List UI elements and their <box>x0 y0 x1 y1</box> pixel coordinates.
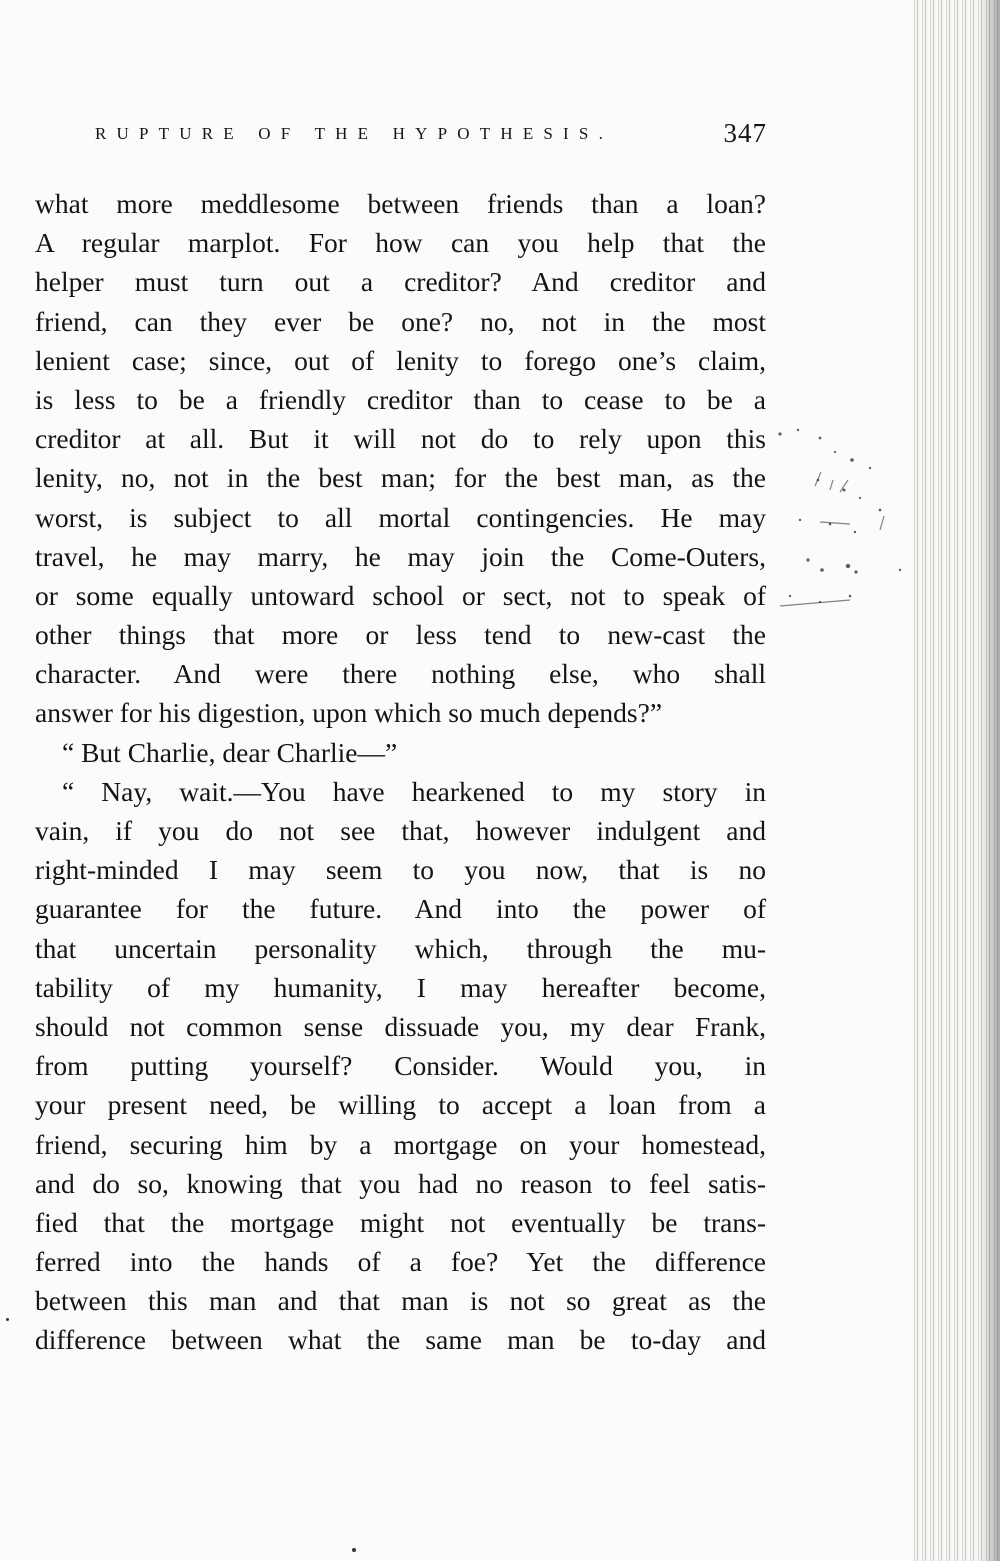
text-line: “ But Charlie, dear Charlie—” <box>62 736 398 768</box>
text-line: friend, can they ever be one? no, not in the most <box>35 305 766 337</box>
stray-ink-mark <box>352 1548 356 1552</box>
text-line: helper must turn out a creditor? And creditor and <box>35 266 766 298</box>
text-line: worst, is subject to all mortal contingencies. He may <box>35 501 766 533</box>
text-line: difference between what the same man be to-day and <box>35 1324 766 1356</box>
ink-smudge <box>760 420 910 630</box>
text-line: friend, securing him by a mortgage on your homestead, <box>35 1128 766 1160</box>
text-line: from putting yourself? Consider. Would you, in <box>35 1050 766 1082</box>
text-line: A regular marplot. For how can you help that the <box>35 227 766 259</box>
text-line: creditor at all. But it will not do to rely upon this <box>35 423 766 455</box>
text-line: “ Nay, wait.—You have hearkened to my story in <box>62 775 766 807</box>
text-line: character. And were there nothing else, who shall <box>35 658 766 690</box>
running-head: RUPTURE OF THE HYPOTHESIS. <box>95 124 614 143</box>
text-line: or some equally untoward school or sect, not to speak of <box>35 579 766 611</box>
text-line: other things that more or less tend to new-cast the <box>35 619 766 651</box>
stray-ink-mark <box>6 1318 9 1321</box>
text-line: guarantee for the future. And into the power of <box>35 893 766 925</box>
text-line: that uncertain personality which, through the mu- <box>35 932 766 964</box>
text-line: ferred into the hands of a foe? Yet the difference <box>35 1246 766 1278</box>
text-line: lenity, no, not in the best man; for the best man, as the <box>35 462 766 494</box>
text-line: lenient case; since, out of lenity to forego one’s claim, <box>35 344 766 376</box>
body-text <box>35 184 766 1360</box>
text-line: between this man and that man is not so great as the <box>35 1285 766 1317</box>
text-line: what more meddlesome between friends than a loan? <box>35 188 766 219</box>
text-line: tability of my humanity, I may hereafter become, <box>35 971 766 1003</box>
page-number: 347 <box>723 118 767 148</box>
text-line: right-minded I may seem to you now, that is no <box>35 854 766 886</box>
text-line: travel, he may marry, he may join the Come-Outers, <box>35 540 766 572</box>
text-line: vain, if you do not see that, however indulgent and <box>35 815 766 846</box>
binding-shadow <box>980 0 1000 1561</box>
text-line: your present need, be willing to accept a loan from a <box>35 1089 766 1121</box>
text-line: is less to be a friendly creditor than to cease to be a <box>35 383 766 415</box>
text-line: fied that the mortgage might not eventually be trans- <box>35 1206 766 1238</box>
text-line: should not common sense dissuade you, my dear Frank, <box>35 1010 766 1042</box>
text-line: answer for his digestion, upon which so much depends?” <box>35 697 663 729</box>
text-line: and do so, knowing that you had no reason to feel satis- <box>35 1167 766 1199</box>
page-header <box>95 118 767 154</box>
